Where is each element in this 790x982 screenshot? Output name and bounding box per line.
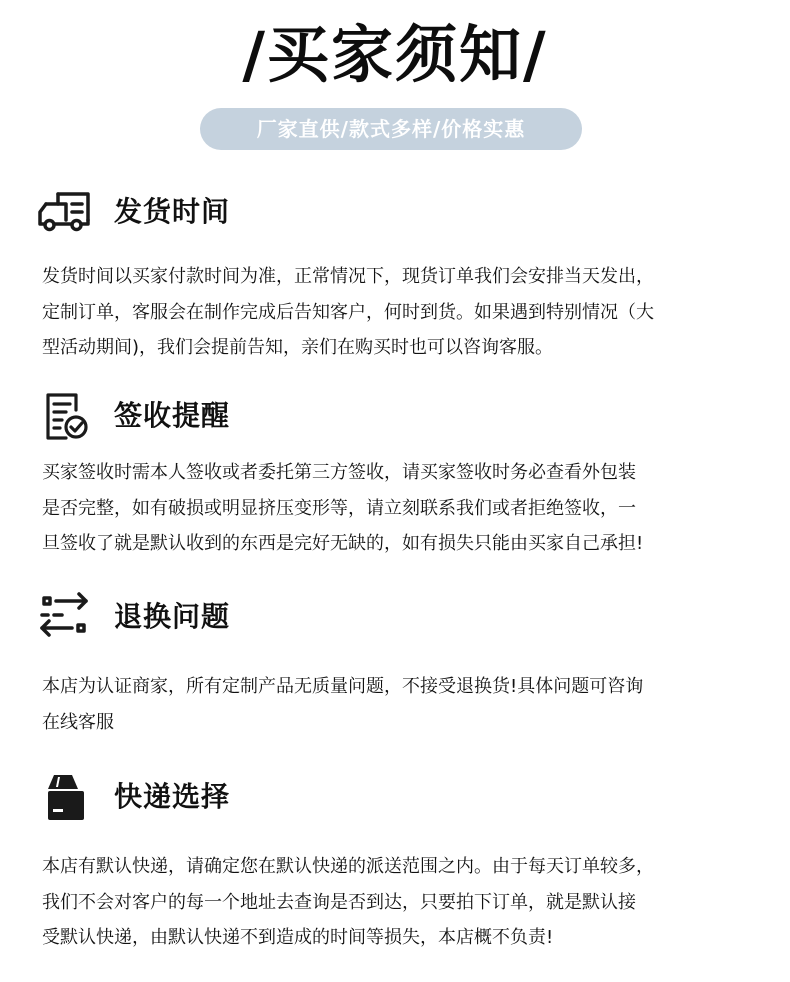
- text-line: 是否完整，如有破损或明显挤压变形等，请立刻联系我们或者拒绝签收，一: [42, 497, 636, 519]
- page-title: /买家须知/: [242, 18, 548, 91]
- text-line: 我们不会对客户的每一个地址去查询是否到达，只要拍下订单，就是默认接: [42, 891, 636, 913]
- text-line: 本店为认证商家，所有定制产品无质量问题，不接受退换货!具体问题可咨询: [42, 676, 644, 697]
- section-heading-shipping: 发货时间: [114, 195, 231, 228]
- text-line: 型活动期间)，我们会提前告知，亲们在购买时也可以咨询客服。: [42, 337, 554, 358]
- section-heading-return: 退换问题: [114, 600, 231, 633]
- package-box-icon: [36, 771, 92, 823]
- exchange-arrows-icon: [36, 591, 92, 643]
- text-line: 旦签收了就是默认收到的东西是完好无缺的，如有损失只能由买家自己承担!: [42, 533, 644, 554]
- text-line: 受默认快递，由默认快递不到造成的时间等损失，本店概不负责!: [42, 927, 554, 948]
- subtitle-badge: 厂家直供/款式多样/价格实惠: [200, 108, 582, 150]
- section-receipt-text: [42, 455, 760, 562]
- section-shipping-header: [0, 182, 790, 242]
- delivery-truck-icon: [36, 186, 92, 238]
- text-line: 定制订单，客服会在制作完成后告知客户，何时到货。如果遇到特别情况（大: [42, 301, 654, 323]
- section-return-text: [42, 669, 760, 740]
- text-line: 买家签收时需本人签收或者委托第三方签收，请买家签收时务必查看外包装: [42, 462, 636, 483]
- section-heading-receipt: 签收提醒: [114, 399, 231, 432]
- section-shipping-text: [42, 259, 760, 366]
- text-line: 本店有默认快递，请确定您在默认快递的派送范围之内。由于每天订单较多，: [42, 856, 654, 877]
- section-courier-text: [42, 849, 760, 956]
- section-courier-header: [0, 767, 790, 827]
- text-line: 发货时间以买家付款时间为准，正常情况下，现货订单我们会安排当天发出，: [42, 266, 654, 287]
- document-check-icon: [36, 390, 92, 442]
- text-line: 在线客服: [42, 711, 114, 733]
- section-return-header: [0, 587, 790, 647]
- section-heading-courier: 快递选择: [114, 780, 231, 813]
- section-receipt-header: [0, 386, 790, 446]
